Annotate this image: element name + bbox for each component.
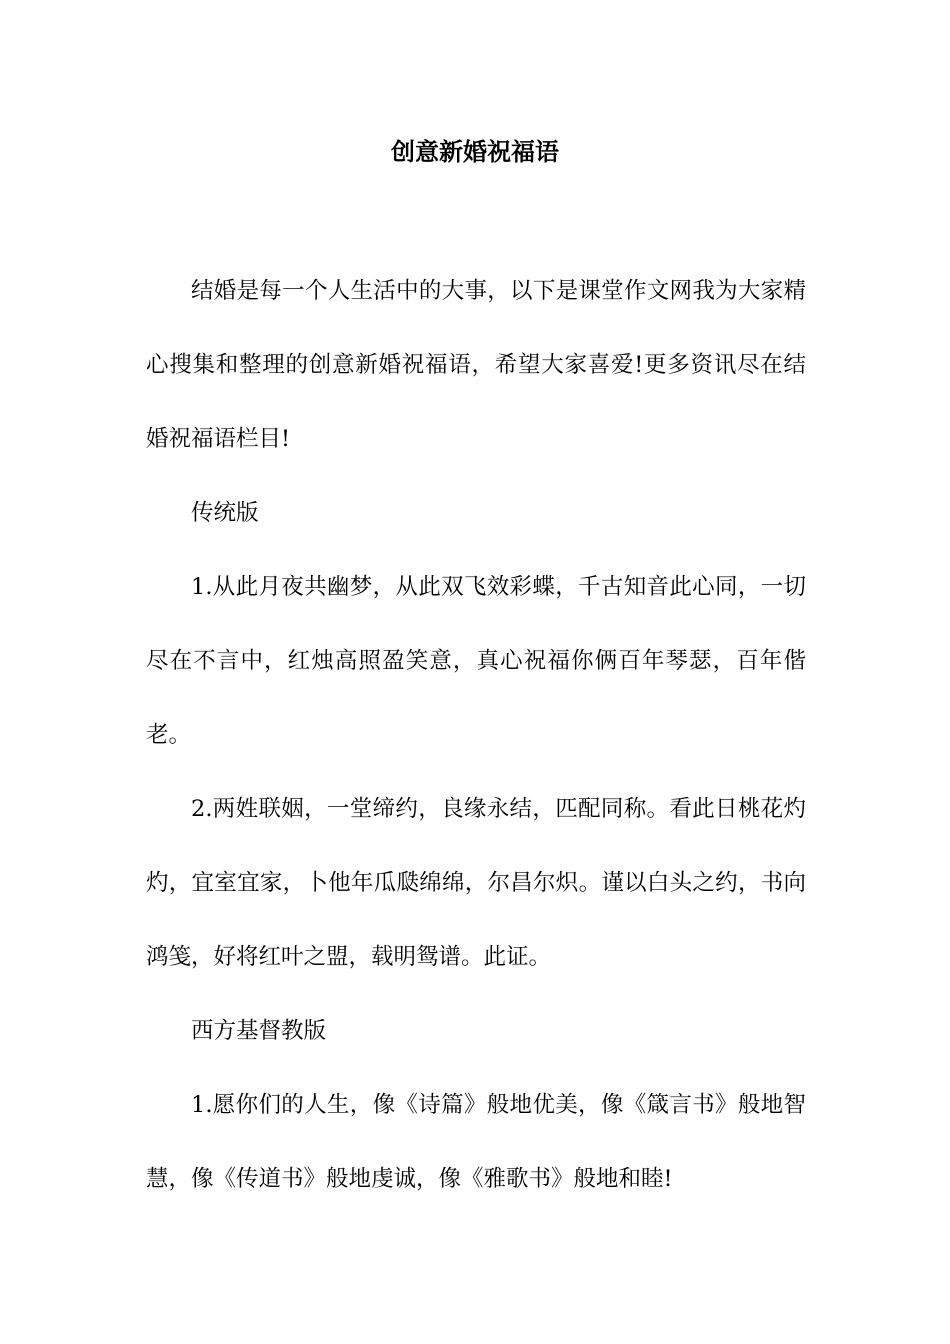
blessing-paragraph: 2.两姓联姻，一堂缔约，良缘永结，匹配同称。看此日桃花灼灼，宜室宜家，卜他年瓜瓞绵绵，尔昌尔炽。谨以白头之约，书向鸿笺，好将红叶之盟，载明鸳谱。此证。 <box>146 796 806 970</box>
document-body <box>146 254 806 1216</box>
blessing-paragraph: 1.从此月夜共幽梦，从此双飞效彩蝶，千古知音此心同，一切尽在不言中，红烛高照盈笑意，真心祝福你俩百年琴瑟，百年偕老。 <box>146 574 806 748</box>
section-heading-traditional: 传统版 <box>191 500 259 526</box>
section-heading-christian: 西方基督教版 <box>191 1018 327 1044</box>
blessing-paragraph: 1.愿你们的人生，像《诗篇》般地优美，像《箴言书》般地智慧，像《传道书》般地虔诚，像《雅歌书》般地和睦! <box>146 1092 806 1192</box>
page-title: 创意新婚祝福语 <box>391 137 559 166</box>
intro-paragraph: 结婚是每一个人生活中的大事，以下是课堂作文网我为大家精心搜集和整理的创意新婚祝福语，希望大家喜爱!更多资讯尽在结婚祝福语栏目! <box>146 278 806 452</box>
